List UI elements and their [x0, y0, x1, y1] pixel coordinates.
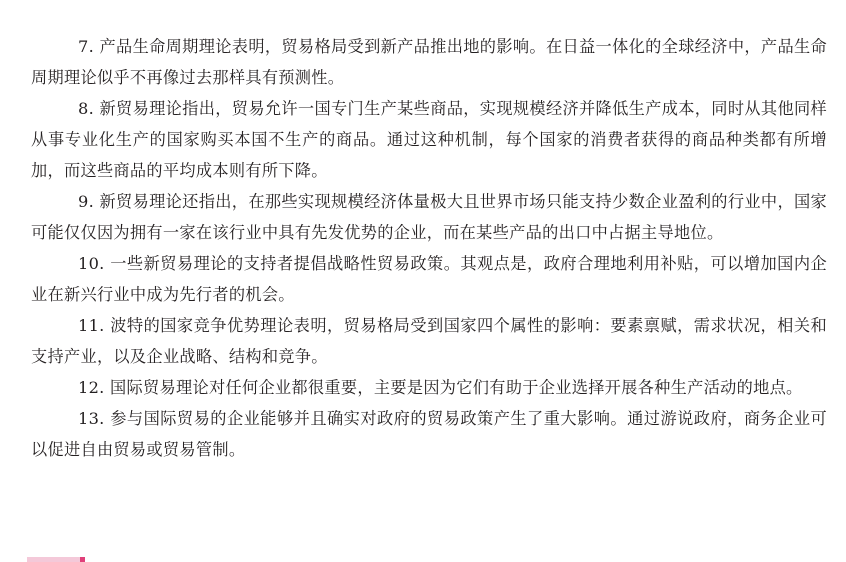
summary-point-10-rest: 贴，可以增加国内企业在新兴行业中成为先行者的机会。 [31, 254, 827, 304]
summary-point-9-rest: 业盈利的行业中，国家可能仅仅因为拥有一家在该行业中具有先发优势的企业，而在某些产品的出口中占据主导地位。 [31, 192, 828, 242]
summary-point-7 [31, 31, 827, 93]
summary-point-7-line1: 7. 产品生命周期理论表明，贸易格局受到新产品推出地的影响。在日益一体化的 [77, 37, 662, 56]
summary-point-9-line1: 9. 新贸易理论还指出，在那些实现规模经济体量极大且世界市场只能支持少数企 [77, 192, 662, 211]
summary-point-12-line1: 12. 国际贸易理论对任何企业都很重要，主要是因为它们有助于企业选择开展各种 [77, 378, 671, 397]
summary-point-11-line1: 11. 波特的国家竞争优势理论表明，贸易格局受到国家四个属性的影响：要素禀 [77, 316, 661, 335]
summary-list [31, 31, 827, 465]
page-edge-marker-band [27, 557, 80, 562]
summary-point-11 [31, 310, 827, 372]
summary-point-13-rest: 说政府，商务企业可以促进自由贸易或贸易管制。 [31, 409, 827, 459]
summary-point-10-line1: 10. 一些新贸易理论的支持者提倡战略性贸易政策。其观点是，政府合理地利用补 [77, 254, 678, 273]
page-edge-marker-tip [80, 557, 85, 562]
summary-point-12 [31, 372, 827, 403]
summary-point-8-rest: 成本，同时从其他同样从事专业化生产的国家购买本国不生产的商品。通过这种机制，每个国家的消费者获得的商品种类都有所增加，而这些商品的平均成本则有所下降。 [31, 99, 828, 180]
summary-point-8 [31, 93, 827, 186]
summary-point-7-rest: 全球经济中，产品生命周期理论似乎不再像过去那样具有预测性。 [31, 37, 828, 87]
summary-point-8-line1: 8. 新贸易理论指出，贸易允许一国专门生产某些商品，实现规模经济并降低生产 [77, 99, 662, 118]
summary-point-12-rest: 生产活动的地点。 [670, 378, 803, 397]
summary-point-10 [31, 248, 827, 310]
summary-point-11-rest: 赋，需求状况，相关和支持产业，以及企业战略、结构和竞争。 [31, 316, 827, 366]
summary-point-13-line1: 13. 参与国际贸易的企业能够并且确实对政府的贸易政策产生了重大影响。通过游 [77, 409, 678, 428]
summary-point-13 [31, 403, 827, 465]
summary-point-9 [31, 186, 827, 248]
page-edge-marker [27, 557, 85, 562]
